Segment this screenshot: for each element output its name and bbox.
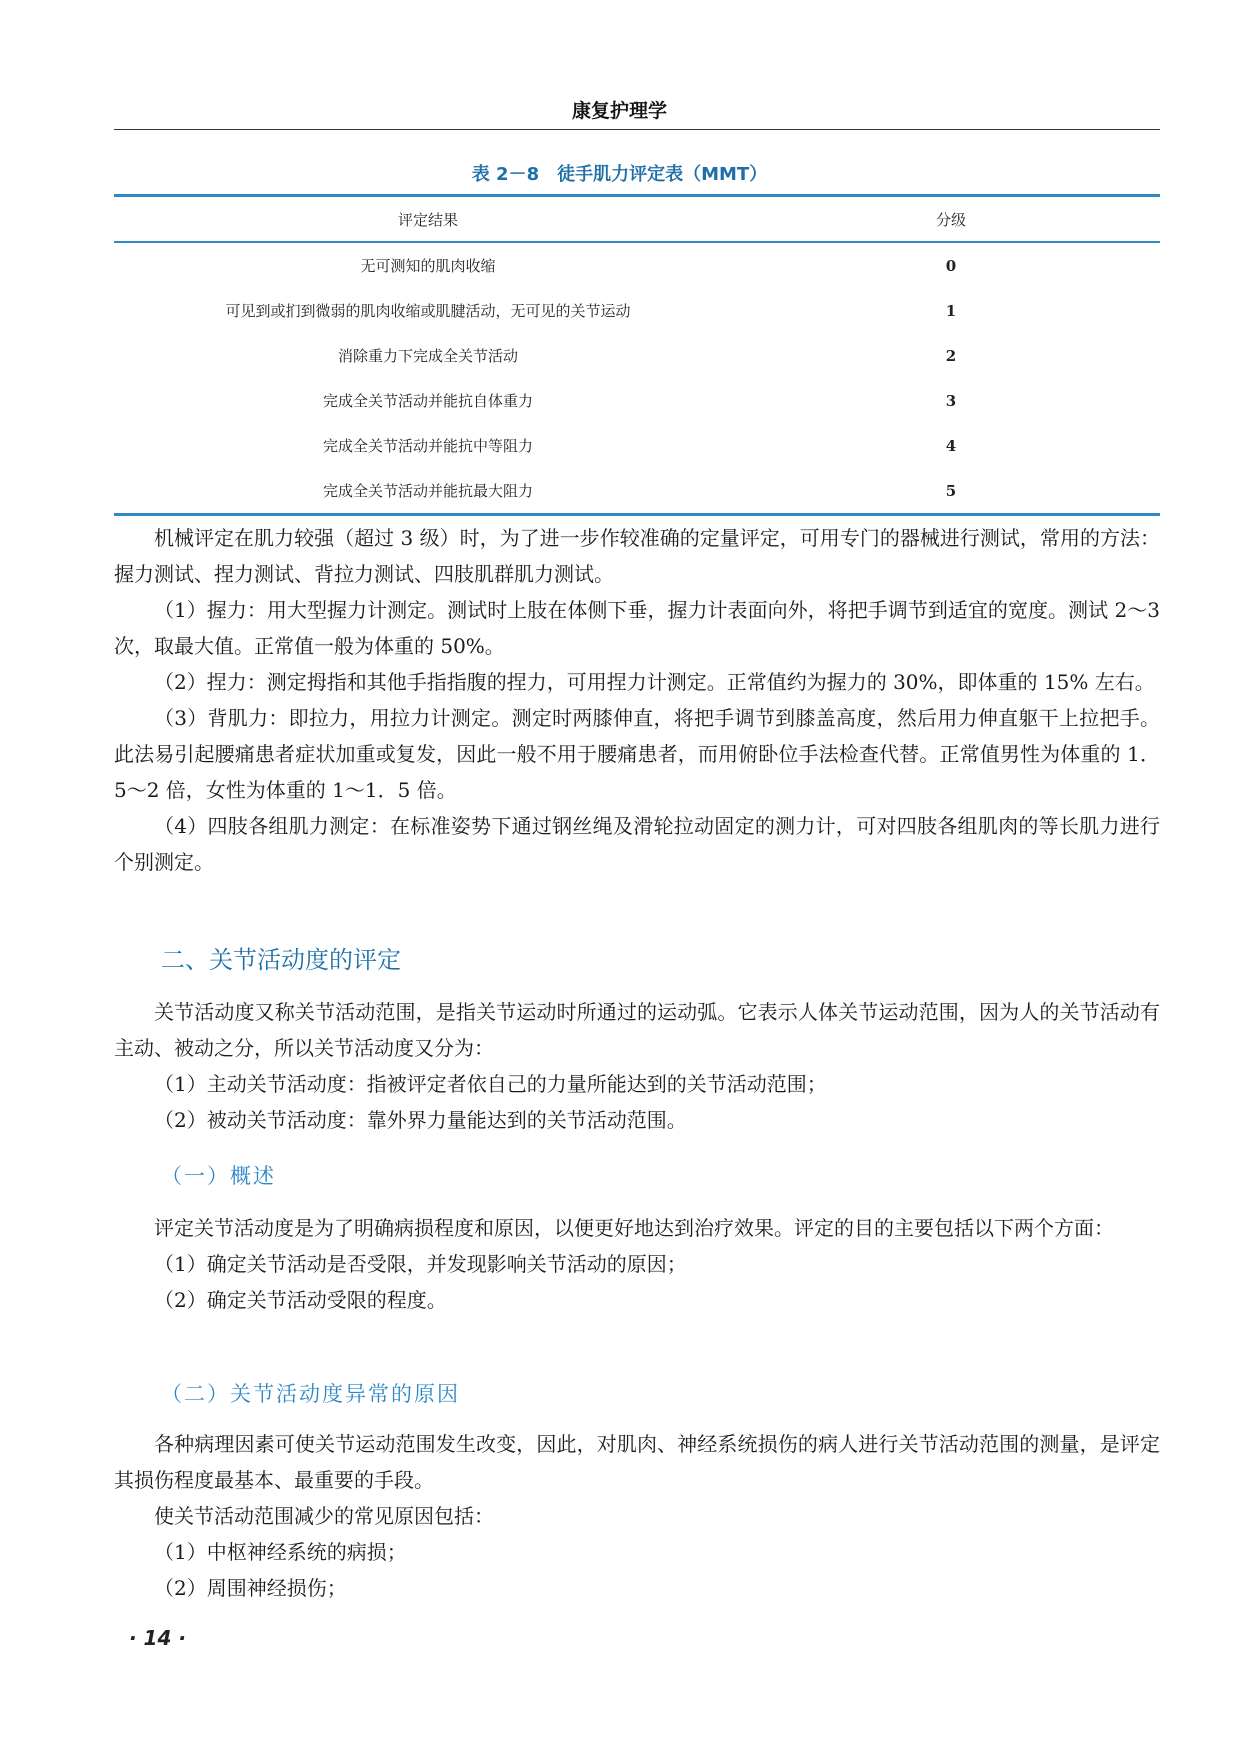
paragraph: （2）被动关节活动度：靠外界力量能达到的关节活动范围。 bbox=[154, 1108, 687, 1132]
subsection-heading: （一）概述 bbox=[161, 1164, 276, 1188]
section-intro-text bbox=[114, 994, 1160, 1138]
grade-cell: 5 bbox=[742, 468, 1160, 515]
grade-cell: 0 bbox=[945, 256, 957, 275]
table-row bbox=[114, 423, 1160, 468]
result-cell: 消除重力下完成全关节活动 bbox=[337, 347, 518, 365]
paragraph: 评定关节活动度是为了明确病损程度和原因，以便更好地达到治疗效果。评定的目的主要包括以下两个方面： bbox=[154, 1216, 1114, 1240]
table-row bbox=[114, 242, 1160, 288]
result-cell: 完成全关节活动并能抗中等阻力 bbox=[322, 437, 533, 455]
paragraph: 关节活动度又称关节活动范围，是指关节运动时所通过的运动弧。它表示人体关节运动范围，因为人的关节活动有主动、被动之分，所以关节活动度又分为： bbox=[114, 1000, 1160, 1060]
mechanical-assessment-text bbox=[114, 520, 1160, 880]
subsection-heading: （二）关节活动度异常的原因 bbox=[161, 1382, 460, 1406]
table-row bbox=[114, 333, 1160, 378]
grade-cell: 1 bbox=[945, 301, 957, 320]
result-cell: 可见到或扪到微弱的肌肉收缩或肌腱活动，无可见的关节运动 bbox=[225, 302, 631, 320]
page-number: · 14 · bbox=[129, 1626, 186, 1650]
column-header-grade: 分级 bbox=[742, 196, 1160, 243]
table-caption: 表 2－8 徒手肌力评定表（MMT） bbox=[471, 164, 768, 185]
paragraph: （1）中枢神经系统的病损； bbox=[154, 1540, 407, 1564]
result-cell: 完成全关节活动并能抗自体重力 bbox=[322, 392, 533, 410]
table-header-row bbox=[114, 196, 1160, 243]
paragraph: （2）周围神经损伤； bbox=[154, 1576, 347, 1600]
result-cell: 完成全关节活动并能抗最大阻力 bbox=[114, 468, 742, 515]
result-cell: 无可测知的肌肉收缩 bbox=[360, 257, 496, 275]
paragraph: （4）四肢各组肌力测定：在标准姿势下通过钢丝绳及滑轮拉动固定的测力计，可对四肢各组肌肉的等长肌力进行个别测定。 bbox=[114, 814, 1160, 874]
paragraph: （2）捏力：测定拇指和其他手指指腹的捏力，可用捏力计测定。正常值约为握力的 30%，即体重的 15% 左右。 bbox=[154, 670, 1155, 694]
table-row bbox=[114, 468, 1160, 515]
grade-cell: 4 bbox=[945, 436, 957, 455]
running-head-title: 康复护理学 bbox=[571, 100, 667, 122]
header-rule bbox=[114, 129, 1160, 130]
overview-text bbox=[114, 1210, 1160, 1318]
paragraph: （1）握力：用大型握力计测定。测试时上肢在体侧下垂，握力计表面向外，将把手调节到适宜的宽度。测试 2～3 次，取最大值。正常值一般为体重的 50%。 bbox=[114, 598, 1160, 658]
paragraph: 使关节活动范围减少的常见原因包括： bbox=[154, 1504, 494, 1528]
grade-cell: 2 bbox=[945, 346, 957, 365]
table-row bbox=[114, 378, 1160, 423]
paragraph: （1）确定关节活动是否受限，并发现影响关节活动的原因； bbox=[154, 1252, 687, 1276]
paragraph: 各种病理因素可使关节运动范围发生改变，因此，对肌肉、神经系统损伤的病人进行关节活动范围的测量，是评定其损伤程度最基本、最重要的手段。 bbox=[114, 1432, 1160, 1492]
causes-text bbox=[114, 1426, 1160, 1606]
paragraph: （1）主动关节活动度：指被评定者依自己的力量所能达到的关节活动范围； bbox=[154, 1072, 827, 1096]
section-heading: 二、关节活动度的评定 bbox=[161, 946, 401, 974]
column-header-result: 评定结果 bbox=[114, 196, 742, 243]
grade-cell: 3 bbox=[945, 391, 957, 410]
table-row bbox=[114, 288, 1160, 333]
paragraph: （2）确定关节活动受限的程度。 bbox=[154, 1288, 447, 1312]
paragraph: （3）背肌力：即拉力，用拉力计测定。测定时两膝伸直，将把手调节到膝盖高度，然后用力伸直躯干上拉把手。此法易引起腰痛患者症状加重或复发，因此一般不用于腰痛患者，而用俯卧位手法检查代替。正常值男性为体重的 1．5～2 倍，女性为体重的 1～1．5 倍。 bbox=[114, 706, 1160, 802]
paragraph: 机械评定在肌力较强（超过 3 级）时，为了进一步作较准确的定量评定，可用专门的器械进行测试，常用的方法：握力测试、捏力测试、背拉力测试、四肢肌群肌力测试。 bbox=[114, 526, 1160, 586]
mmt-table bbox=[114, 194, 1160, 516]
